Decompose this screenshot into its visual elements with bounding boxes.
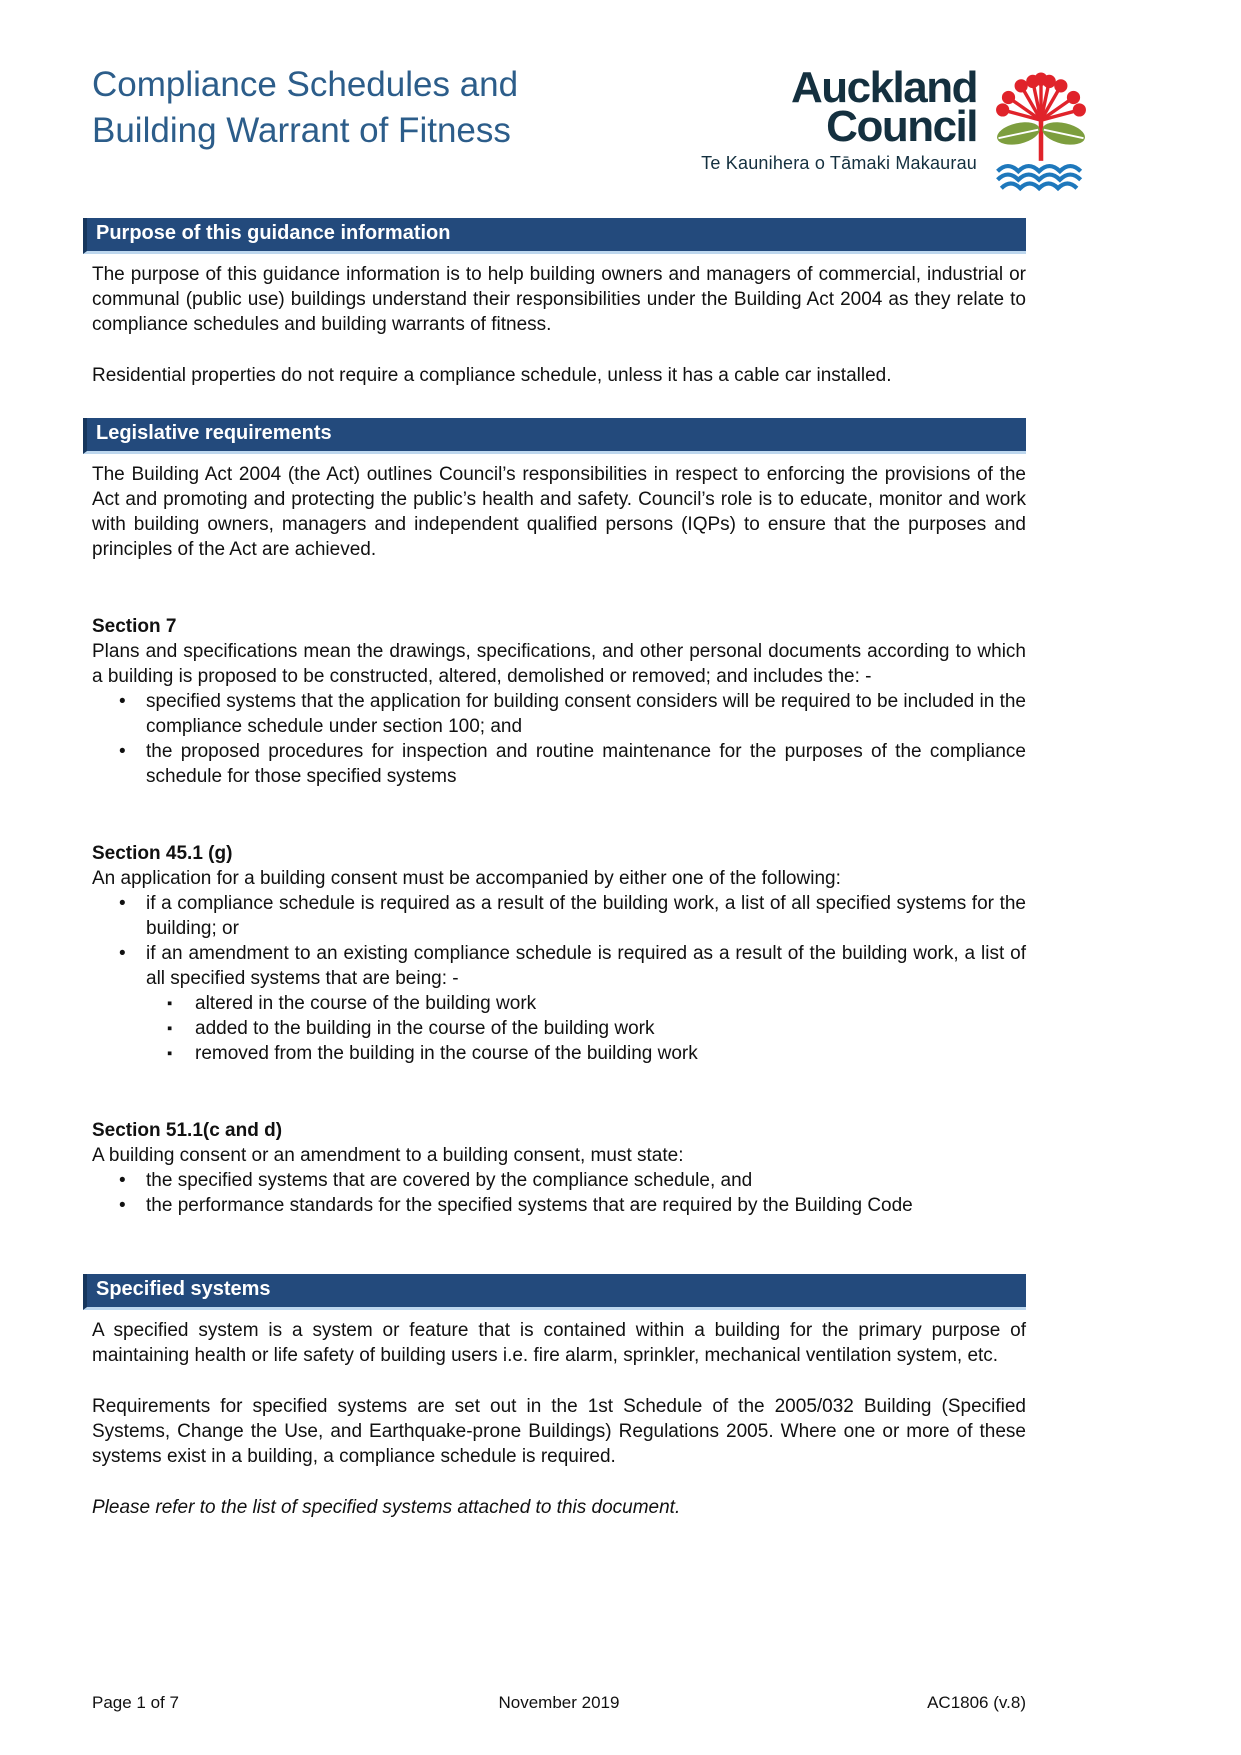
section-header-legislative (83, 418, 1026, 454)
bullet-icon: • (119, 741, 126, 762)
logo-wordmark-line1: Auckland (790, 63, 977, 112)
paragraph-section-51-lead: A building consent or an amendment to a building consent, must state: (92, 1145, 684, 1166)
paragraph-section-7-lead: Plans and specifications mean the drawings, specifications, and other personal documents according to which a building is proposed to be constructed, altered, demolished or removed; and includes the: - (92, 641, 1026, 687)
section-header-legislative-label: Legislative requirements (96, 422, 332, 444)
bullet-icon: • (119, 943, 126, 964)
list-item-text: the performance standards for the specified systems that are required by the Building Code (146, 1195, 913, 1216)
list-item-text: if a compliance schedule is required as a result of the building work, a list of all specified systems for the building; or (146, 893, 1026, 939)
logo-text-block (701, 56, 977, 174)
document-content (83, 56, 1026, 1520)
waves (998, 166, 1081, 188)
square-bullet-icon: ▪ (167, 1045, 173, 1062)
list-item (92, 689, 1026, 739)
bullet-icon: • (119, 691, 126, 712)
list-item (92, 941, 1026, 991)
flower-stem (1039, 118, 1044, 161)
list-item (92, 1193, 1026, 1218)
list-item-text: the specified systems that are covered by the compliance schedule, and (146, 1170, 753, 1191)
subsection-heading-section-7: Section 7 (92, 616, 177, 637)
paragraph-specified-1: A specified system is a system or feature that is contained within a building for the primary purpose of maintaining health or life safety of building users i.e. fire alarm, sprinkler, mechanical ventilation system, etc. (92, 1320, 1026, 1366)
bullet-icon: • (119, 1170, 126, 1191)
sub-list-item-text: added to the building in the course of the building work (195, 1018, 655, 1039)
subsection-heading-section-51-1: Section 51.1(c and d) (92, 1120, 283, 1141)
list-item (92, 739, 1026, 789)
page-footer (83, 1693, 1026, 1713)
footer-page-number: Page 1 of 7 (92, 1693, 179, 1712)
square-bullet-icon: ▪ (167, 995, 173, 1012)
section-header-specified-systems-label: Specified systems (96, 1278, 271, 1300)
paragraph-purpose-2: Residential properties do not require a compliance schedule, unless it has a cable car installed. (92, 365, 892, 386)
document-header (83, 56, 1026, 192)
list-item (92, 891, 1026, 941)
logo-wordmark (701, 63, 977, 151)
paragraph-section-45-lead: An application for a building consent must be accompanied by either one of the following: (92, 868, 841, 889)
sub-list-item (92, 991, 1026, 1016)
sub-list-item (92, 1041, 1026, 1066)
logo-tagline: Te Kaunihera o Tāmaki Makaurau (701, 153, 977, 173)
page-title-line2: Building Warrant of Fitness (92, 111, 511, 150)
footer-document-reference: AC1806 (v.8) (927, 1693, 1026, 1712)
page-title-line1: Compliance Schedules and (92, 65, 519, 104)
section-header-purpose (83, 218, 1026, 254)
bullet-icon: • (119, 893, 126, 914)
list-item (92, 1168, 1026, 1193)
section-header-purpose-label: Purpose of this guidance information (96, 222, 451, 244)
paragraph-purpose-1: The purpose of this guidance information is to help building owners and managers of commercial, industrial or communal (public use) buildings understand their responsibilities under the Building Act 2004 as they relate to compliance schedules and building warrants of fitness. (92, 264, 1026, 335)
list-item-text: if an amendment to an existing compliance schedule is required as a result of the building work, a list of all specified systems that are being: - (146, 943, 1026, 989)
sub-list-item-text: removed from the building in the course of the building work (195, 1043, 698, 1064)
list-item-text: specified systems that the application for building consent considers will be required to be included in the compliance schedule under section 100; and (146, 691, 1026, 737)
auckland-council-logo (701, 56, 1092, 192)
pohutukawa-flower-icon (990, 56, 1092, 192)
page-title (92, 56, 518, 154)
logo-wordmark-line2: Council (826, 102, 977, 151)
subsection-heading-section-45-1-g: Section 45.1 (g) (92, 843, 233, 864)
section-header-specified-systems (83, 1274, 1026, 1310)
paragraph-specified-note: Please refer to the list of specified systems attached to this document. (92, 1497, 681, 1518)
list-item-text: the proposed procedures for inspection and routine maintenance for the purposes of the compliance schedule for those specified systems (146, 741, 1026, 787)
footer-date: November 2019 (498, 1693, 620, 1712)
paragraph-specified-2: Requirements for specified systems are set out in the 1st Schedule of the 2005/032 Building (Specified Systems, Change the Use, and Earthquake-prone Buildings) Regulations 2005. Where one or more of these systems exist in a building, a compliance schedule is required. (92, 1396, 1026, 1467)
square-bullet-icon: ▪ (167, 1020, 173, 1037)
sub-list-item-text: altered in the course of the building work (195, 993, 537, 1014)
bullet-icon: • (119, 1195, 126, 1216)
sub-list-item (92, 1016, 1026, 1041)
paragraph-legislative-intro: The Building Act 2004 (the Act) outlines Council’s responsibilities in respect to enforcing the provisions of the Act and promoting and protecting the public’s health and safety. Council’s role is to educate, monitor and work with building owners, managers and independent qualified persons (IQPs) to ensure that the purposes and principles of the Act are achieved. (92, 464, 1026, 560)
